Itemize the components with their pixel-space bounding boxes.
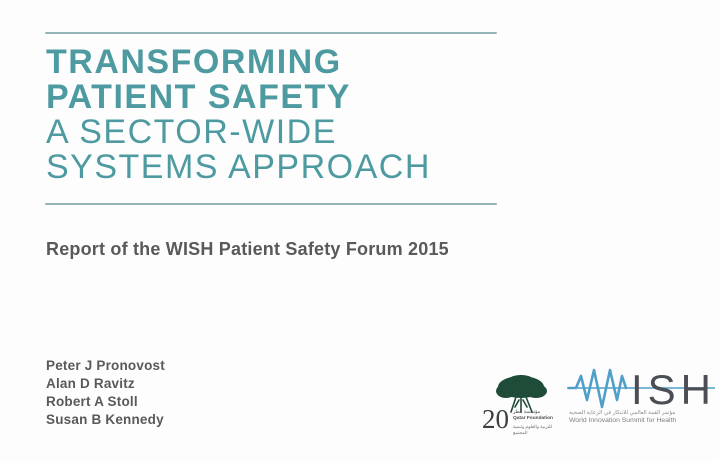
author-name: Peter J Pronovost — [46, 358, 165, 373]
wish-name-arabic: مؤتمر القمة العالمي للابتكار في الرعاية الصحية — [569, 410, 676, 416]
wish-logo — [567, 367, 717, 439]
qf-wordmark-text — [513, 410, 565, 435]
author-name: Alan D Ravitz — [46, 376, 135, 391]
wish-name-english: World Innovation Summit for Health — [569, 417, 677, 424]
title-top-rule — [45, 32, 497, 34]
qf-name-arabic: مؤسسة قطر — [513, 409, 541, 415]
wish-letters: ISH — [631, 367, 717, 411]
report-subtitle: Report of the WISH Patient Safety Forum 2015 — [46, 239, 449, 259]
qf-tagline-arabic: للتربية والعلوم وتنمية المجتمع — [513, 424, 552, 435]
qf-name-english: Qatar Foundation — [513, 415, 553, 421]
title-bottom-rule — [45, 203, 497, 205]
title-line-1: TRANSFORMING — [46, 43, 342, 81]
author-list — [46, 357, 165, 429]
author-name: Robert A Stoll — [46, 394, 138, 409]
wish-wordmark-icon — [567, 367, 717, 411]
author-name: Susan B Kennedy — [46, 412, 164, 427]
title-line-2: PATIENT SAFETY — [46, 78, 351, 116]
report-title — [46, 45, 431, 185]
qatar-foundation-logo — [482, 372, 566, 440]
title-line-3: A SECTOR-WIDE — [46, 113, 337, 151]
wish-subtitle-text — [569, 409, 717, 425]
title-line-4: SYSTEMS APPROACH — [46, 148, 431, 186]
qf-20-years-number: 20 — [482, 404, 509, 434]
